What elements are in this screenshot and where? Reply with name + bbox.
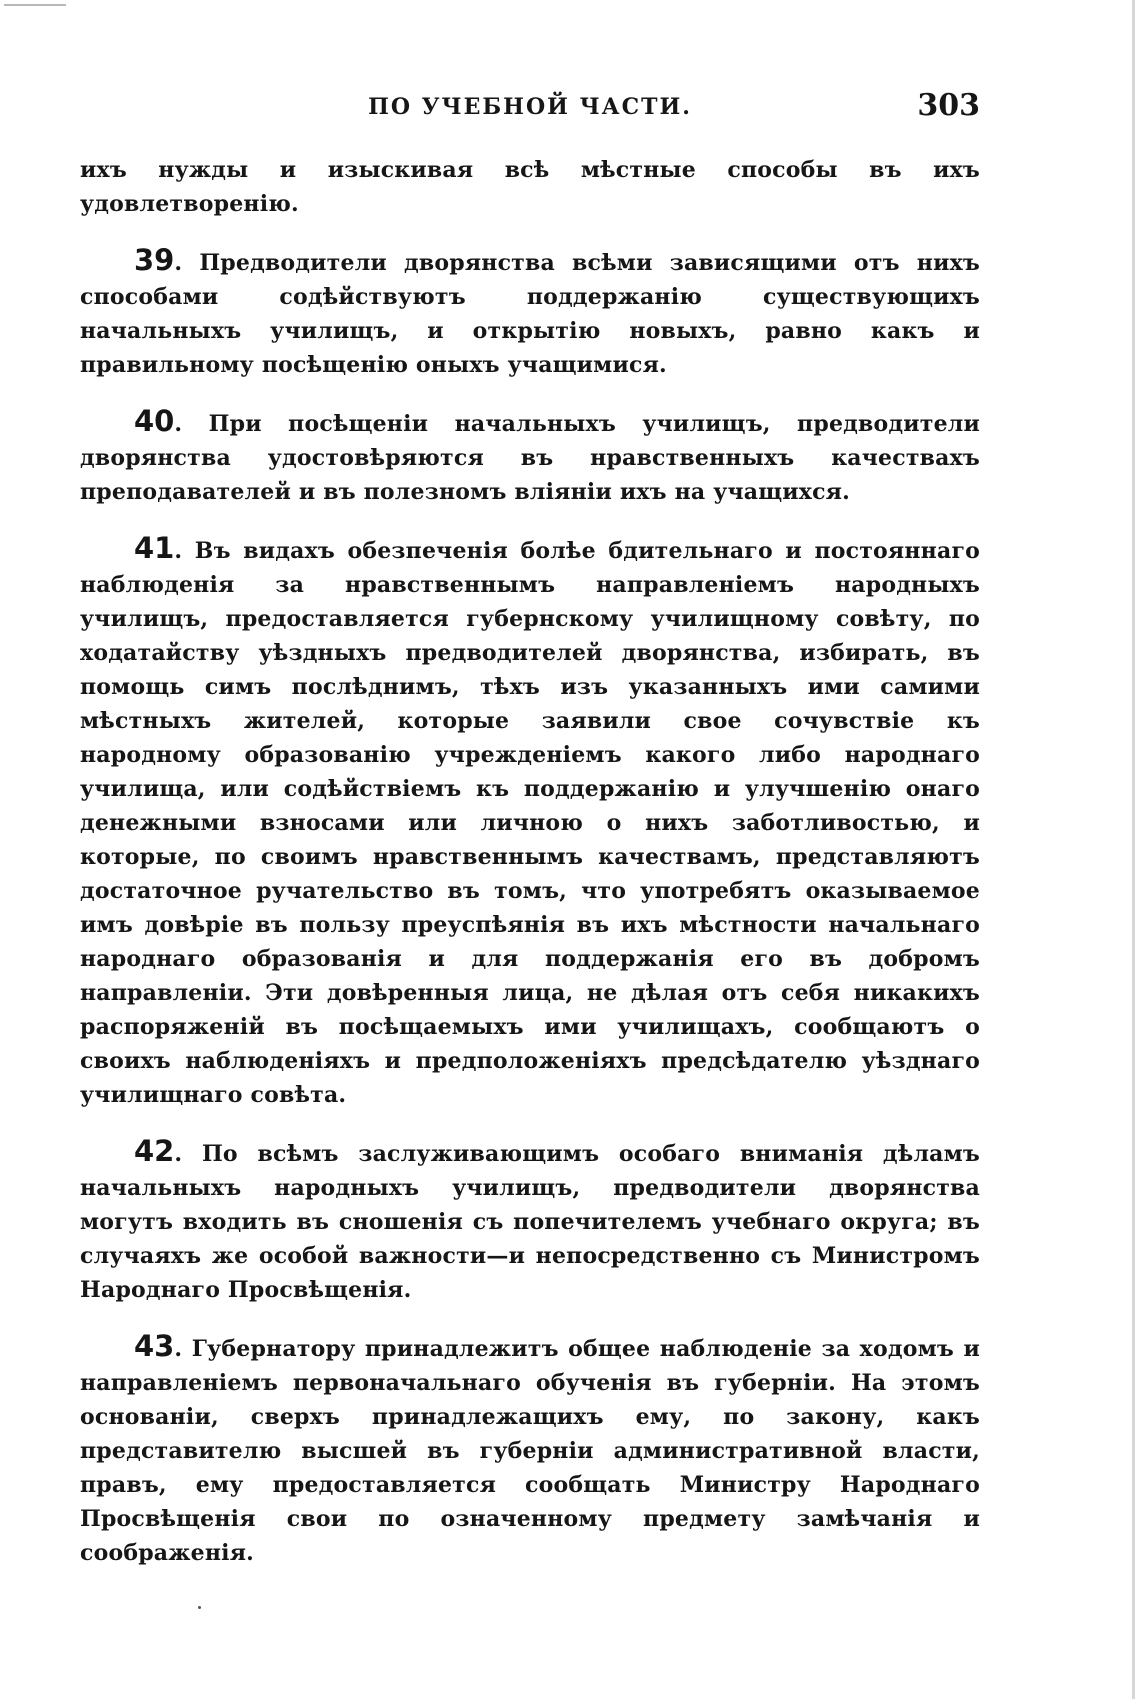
scan-top-rule <box>4 4 66 6</box>
article-number: 40 <box>134 404 175 438</box>
article-40 <box>80 404 980 509</box>
page-number: 303 <box>917 88 980 123</box>
article-number: 39 <box>134 243 175 277</box>
article-42 <box>80 1134 980 1307</box>
article-text: По всѣмъ заслуживающимъ особаго вниманія дѣламъ начальныхъ народныхъ училищъ, предводители дворянства могутъ входить въ сношенія съ попечителемъ учебнаго округа; въ случаяхъ же особой важности—и непосредственно съ Министромъ Народнаго Просвѣщенія. <box>80 1141 980 1303</box>
scan-right-edge <box>1132 0 1135 1699</box>
article-number: 41 <box>134 531 175 565</box>
article-text: Въ видахъ обезпеченія болѣе бдительнаго и постояннаго наблюденія за нравственнымъ направленіемъ народныхъ училищъ, предоставляется губернскому училищному совѣту, по ходатайству уѣздныхъ предводителей дворянства, избирать, въ помощь симъ послѣднимъ, тѣхъ изъ указанныхъ ими самими мѣстныхъ жителей, которые заявили свое сочувствіе къ народному образованію учрежденіемъ какого либо народнаго училища, или содѣйствіемъ къ поддержанію и улучшенію онаго денежными взносами или личною о нихъ заботливостью, и которые, по своимъ нравственнымъ качествамъ, представляютъ достаточное ручательство въ томъ, что употребятъ оказываемое имъ довѣріе въ пользу преуспѣянія въ ихъ мѣстности начальнаго народнаго образованія и для поддержанія его въ добромъ направленіи. Эти довѣренныя лица, не дѣлая отъ себя никакихъ распоряженій въ посѣщаемыхъ ими училищахъ, сообщаютъ о своихъ наблюденіяхъ и предположеніяхъ предсѣдателю уѣзднаго училищнаго совѣта. <box>80 538 980 1108</box>
article-number-dot: . <box>174 411 183 437</box>
page-body <box>80 153 980 1570</box>
article-39 <box>80 243 980 382</box>
running-title: ПО УЧЕБНОЙ ЧАСТИ. <box>368 94 692 120</box>
page-header <box>80 88 980 128</box>
paragraph-text: ихъ нужды и изыскивая всѣ мѣстные способы въ ихъ удовлетворенію. <box>80 157 980 217</box>
article-text: Предводители дворянства всѣми зависящими отъ нихъ способами содѣйствуютъ поддержанію существующихъ начальныхъ училищъ, и открытію новыхъ, равно какъ и правильному посѣщенію оныхъ учащимися. <box>80 250 980 378</box>
paragraph-continued <box>80 153 980 221</box>
article-number-dot: . <box>174 1336 183 1362</box>
article-text: Губернатору принадлежитъ общее наблюденіе за ходомъ и направленіемъ первоначальнаго обученія въ губерніи. На этомъ основаніи, сверхъ принадлежащихъ ему, по закону, какъ представителю высшей въ губерніи административной власти, правъ, ему предоставляется сообщать Министру Народнаго Просвѣщенія свои по означенному предмету замѣчанія и соображенія. <box>80 1336 980 1566</box>
article-41 <box>80 531 980 1112</box>
article-43 <box>80 1329 980 1570</box>
article-number: 43 <box>134 1329 175 1363</box>
article-text: При посѣщеніи начальныхъ училищъ, предводители дворянства удостовѣряются въ нравственныхъ качествахъ преподавателей и въ полезномъ вліяніи ихъ на учащихся. <box>80 411 980 505</box>
scan-speck <box>198 1606 201 1609</box>
article-number-dot: . <box>174 250 183 276</box>
article-number: 42 <box>134 1134 175 1168</box>
article-number-dot: . <box>174 1141 183 1167</box>
article-number-dot: . <box>174 538 183 564</box>
